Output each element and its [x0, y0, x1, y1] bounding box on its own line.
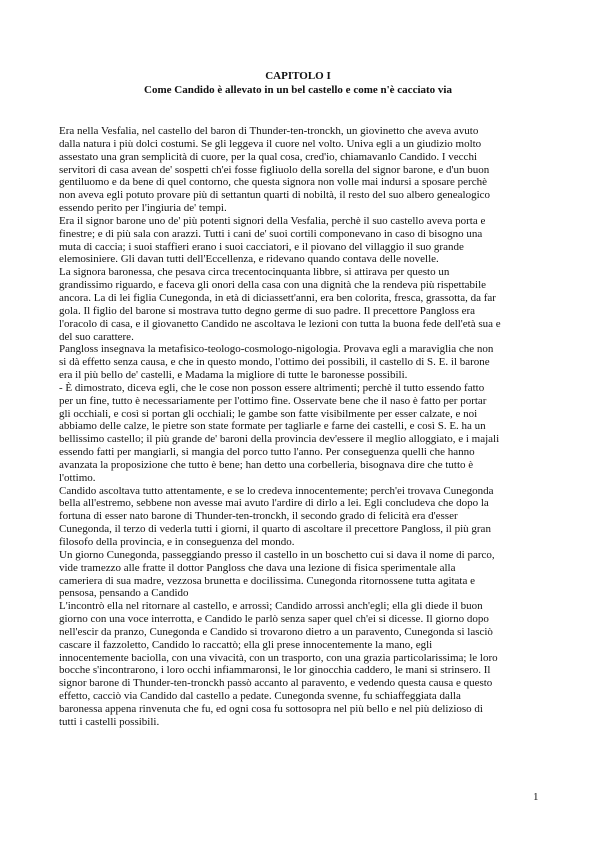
text-line: filosofo della provincia, e in conseguenza del mondo.	[59, 536, 295, 548]
text-line: cascare il fazzoletto, Candido lo raccattò; ella gli prese innocentemente la mano, egli	[59, 638, 433, 651]
text-line: Era il signor barone uno de' più potenti signori della Vesfalia, perchè il suo castello aveva porta e	[59, 214, 486, 227]
text-line: gentiluomo e da bene di quel contorno, che questa signora non volle mai indursi a sposare perchè	[59, 176, 487, 189]
text-line: muta di caccia; i suoi staffieri erano i suoi cacciatori, e il piovano del villaggio il suo grande	[59, 240, 464, 253]
text-line: ancora. La di lei figlia Cunegonda, in età di diciassett'anni, era ben colorita, fresca, grassotta, da far	[59, 291, 496, 304]
text-line: signor barone di Thunder-ten-tronckh passò accanto al paravento, e vedendo questa causa e questo	[59, 677, 493, 690]
text-line: essendo fatti per mangiarli, si mangia del porco tutto l'anno. Per conseguenza quelli che hanno	[59, 446, 475, 459]
text-line: La signora baronessa, che pesava circa trecentocinquanta libbre, si attirava per questo un	[59, 266, 450, 279]
text-line: Era nella Vesfalia, nel castello del baron di Thunder-ten-tronckh, un giovinetto che aveva avuto	[59, 125, 479, 137]
text-line: abbiamo delle calze, le pietre son state formate per tagliarle e farne dei castelli, e così S. E. ha un	[59, 420, 486, 433]
text-line: baronessa appena rinvenuta che fu, ed ogni cosa fu sottosopra nel più bello e nel più delizioso di	[59, 702, 483, 715]
text-line: vide tramezzo alle fratte il dottor Pangloss che dava una lezione di fisica sperimentale alla	[59, 561, 456, 574]
text-line: bella all'estremo, sebbene non avesse mai avuto l'ardire di dirlo a lei. Egli concludeva che dopo la	[59, 497, 489, 510]
text-line: essendo perito per l'ingiuria de' tempi.	[59, 202, 227, 215]
chapter-title: Come Candido è allevato in un bel castello e come n'è cacciato via	[144, 84, 452, 96]
text-line: del suo carattere.	[59, 330, 134, 343]
text-line: pensosa, pensando a Candido	[59, 587, 189, 600]
text-line: era il più bello de' castelli, e Madama la migliore di tutte le baronesse possibili.	[59, 369, 408, 382]
text-line: Cunegonda, il terzo di vederla tutti i giorni, il quarto di ascoltare il precettore Pangloss, il più gran	[59, 523, 491, 536]
text-line: avanzata la proposizione che tutto è bene; han detto una corbelleria, bisognava dire che tutto è	[59, 458, 474, 471]
text-line: l'oracolo di casa, e il giovanetto Candido ne ascoltava le lezioni con tutta la buona fede dell'età sua e	[59, 317, 501, 330]
text-line: innocentemente baciolla, con una vivacità, con un trasporto, con una grazia particolarissima; le loro	[59, 651, 498, 664]
text-line: elemosiniere. Gli davan tutti dell'Eccellenza, e ridevano quando contava delle novelle.	[59, 253, 439, 266]
text-line: per un fine, tutto è necessariamente per l'ottimo fine. Osservate bene che il naso è fatto per portar	[59, 394, 487, 407]
text-line: gli occhiali, e così si portan gli occhiali; le gambe son fatte visibilmente per esser calzate, e noi	[59, 407, 478, 420]
text-line: bocche s'incontrarono, i loro occhi infiammaronsi, le lor ginocchia caddero, le mani si strinsero. Il	[59, 664, 491, 677]
text-line: nell'escir da pranzo, Cunegonda e Candido si trovarono dietro a un paravento, Cunegonda si lasciò	[59, 625, 493, 638]
text-line: non aveva egli potuto provare più di settantun quarti di nobiltà, il resto del suo albero genealogico	[59, 189, 491, 202]
chapter-number: CAPITOLO I	[265, 70, 331, 82]
text-line: si dà effetto senza causa, e che in questo mondo, l'ottimo dei possibili, il castello di S. E. il barone	[59, 356, 490, 369]
text-line: L'incontrò ella nel ritornare al castello, e arrossì; Candido arrossì anch'egli; ella gli diede il buon	[59, 600, 483, 613]
text-line: cameriera di sua madre, vezzosa brunetta e docilissima. Cunegonda ritornossene tutta agitata e	[59, 574, 476, 587]
chapter-heading	[40, 69, 556, 97]
text-line: dalla natura i più dolci costumi. Se gli leggeva il cuore nel volto. Univa egli a un giudizio molto	[59, 137, 482, 150]
text-line: bellissimo castello; il più grande de' baroni della provincia dev'essere il meglio alloggiato, e i majali	[59, 433, 500, 446]
text-line: Candido ascoltava tutto attentamente, e se lo credeva innocentemente; perch'ei trovava Cunegonda	[59, 484, 494, 497]
text-line: finestre; e di più sala con arazzi. Tutti i cani de' suoi cortili componevano in caso di bisogno una	[59, 227, 483, 240]
text-line: effetto, cacciò via Candido dal castello a pedate. Cunegonda svenne, fu schiaffeggiata dalla	[59, 690, 461, 703]
text-line: gola. Il figlio del barone si mostrava tutto degno germe di suo padre. Il precettore Pangloss era	[59, 304, 476, 317]
text-line: l'ottimo.	[59, 471, 96, 484]
text-line: grandissimo riguardo, e faceva gli onori della casa con una dignità che la rendeva più rispettabile	[59, 279, 487, 292]
text-line: servitori di casa avean de' sospetti ch'ei fosse figliuolo della sorella del signor barone, e d'un buon	[59, 163, 490, 176]
text-line: Un giorno Cunegonda, passeggiando presso il castello in un boschetto cui si dava il nome di parco,	[59, 548, 495, 561]
text-line: giorno con una voce interrotta, e Candido le parlò senza saper quel ch'ei si dicesse. Il giorno dopo	[59, 613, 489, 626]
chapter-body-text	[59, 125, 549, 729]
text-line: fortuna di esser nato barone di Thunder-ten-tronckh, il secondo grado di felicità era d'esser	[59, 510, 458, 523]
text-line: Pangloss insegnava la metafisico-teologo-cosmologo-nigologia. Provava egli a maraviglia che non	[59, 343, 494, 356]
text-line: assestato una gran semplicità di cuore, per la qual cosa, cred'io, chiamavanlo Candido. I vecchi	[59, 150, 477, 163]
text-line: - È dimostrato, diceva egli, che le cose non posson essere altrimenti; perchè il tutto essendo fatto	[59, 381, 485, 394]
text-line: tutti i castelli possibili.	[59, 715, 160, 728]
page-number: 1	[533, 791, 539, 803]
